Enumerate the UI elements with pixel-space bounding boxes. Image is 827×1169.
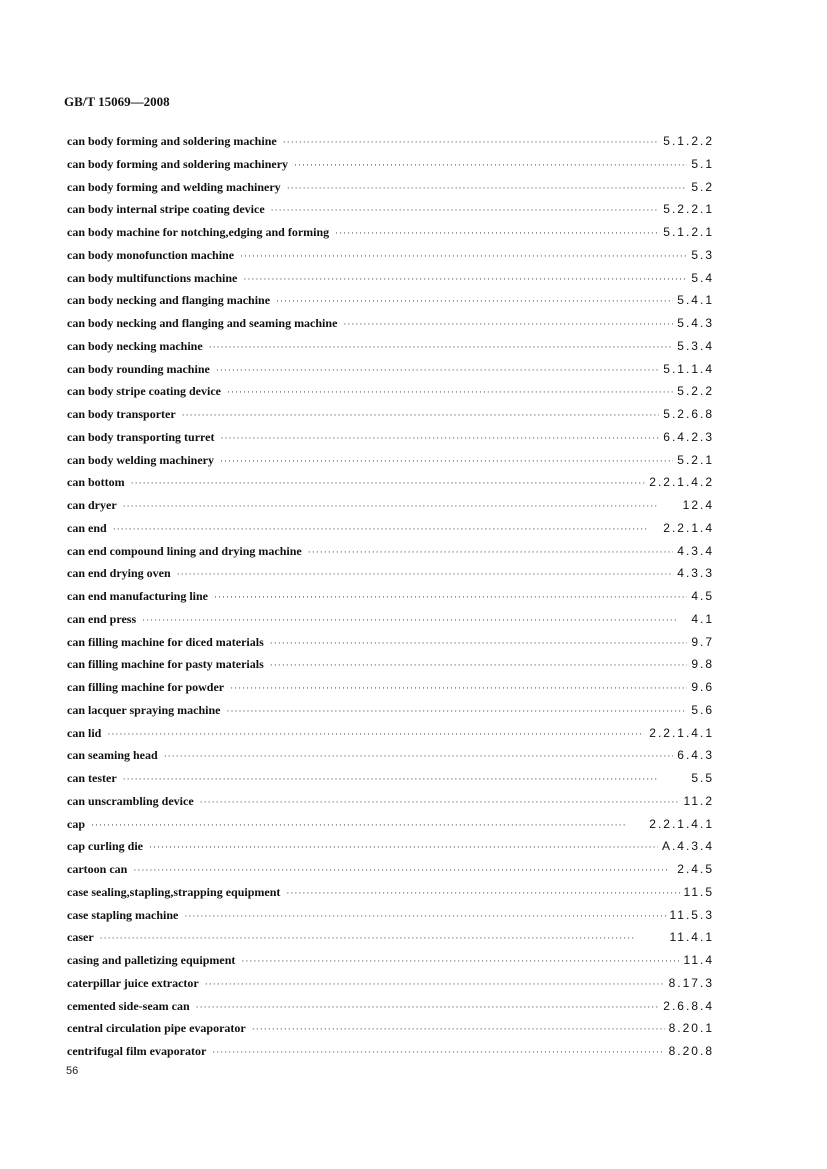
index-entry — [67, 380, 714, 403]
index-entry — [67, 403, 714, 426]
index-term: can body rounding machine — [67, 361, 210, 376]
index-term: can end manufacturing line — [67, 589, 209, 603]
index-entry — [67, 722, 714, 745]
index-term: can end compound lining and drying machine — [67, 543, 302, 558]
section-reference: 11.4.1 — [669, 930, 714, 945]
index-entry — [67, 517, 714, 540]
index-term: can filling machine for pasty materials — [67, 657, 264, 672]
dot-leader — [270, 632, 688, 655]
index-term: can body multifunctions machine — [67, 270, 238, 285]
index-term: can body welding machinery — [67, 452, 215, 467]
section-reference: 8.17.3 — [668, 975, 714, 990]
section-reference: 9.6 — [691, 680, 714, 694]
dot-leader — [276, 290, 673, 313]
index-term: cartoon can — [67, 862, 128, 876]
index-term: can lid — [67, 725, 102, 740]
index-entry — [67, 972, 714, 995]
index-entry — [67, 289, 714, 312]
index-term: can body internal stripe coating device — [67, 202, 265, 217]
index-term: can filling machine for powder — [67, 680, 225, 694]
index-term: can body monofunction machine — [67, 247, 235, 262]
section-reference: 11.5 — [683, 884, 714, 899]
index-entry — [67, 176, 714, 199]
dot-leader — [270, 654, 688, 677]
section-reference: 11.2 — [683, 793, 714, 808]
dot-leader — [227, 381, 673, 404]
dot-leader — [123, 768, 688, 791]
index-entry — [67, 926, 714, 949]
dot-leader — [214, 586, 687, 609]
index-entry — [67, 995, 714, 1018]
dot-leader — [240, 245, 687, 268]
index-entry — [67, 790, 714, 813]
index-term: can bottom — [67, 475, 125, 490]
index-term: can filling machine for diced materials — [67, 634, 264, 649]
section-reference: 2.6.8.4 — [663, 998, 714, 1013]
dot-leader — [200, 791, 680, 814]
index-entry — [67, 949, 714, 972]
section-reference: 8.20.1 — [668, 1021, 714, 1036]
index-entry — [67, 471, 714, 494]
section-reference: 5.1.1.4 — [663, 361, 714, 376]
index-entry — [67, 744, 714, 767]
dot-leader — [283, 131, 660, 154]
index-entry — [67, 631, 714, 654]
dot-leader — [286, 882, 679, 905]
dot-leader — [164, 745, 674, 768]
section-reference: 5.3 — [691, 247, 714, 262]
dot-leader — [182, 404, 660, 427]
index-entry — [67, 767, 714, 790]
dot-leader — [113, 518, 660, 541]
index-term: cap — [67, 816, 85, 831]
dot-leader — [149, 836, 658, 859]
dot-leader — [100, 927, 666, 950]
section-reference: 6.4.2.3 — [663, 429, 714, 444]
dot-leader — [220, 450, 673, 473]
dot-leader — [220, 427, 659, 450]
index-entry — [67, 540, 714, 563]
dot-leader — [107, 723, 645, 746]
index-entry — [67, 130, 714, 153]
index-entry — [67, 881, 714, 904]
index-term: can end drying oven — [67, 566, 171, 581]
index-term: caser — [67, 930, 94, 945]
index-term: can body machine for notching,edging and forming — [67, 225, 330, 239]
index-term: cap curling die — [67, 839, 144, 854]
dot-leader — [343, 313, 673, 336]
index-term: can tester — [67, 771, 117, 785]
dot-leader — [335, 222, 659, 245]
index-term: can body necking and flanging and seaming machine — [67, 316, 338, 330]
section-reference: 5.2.2 — [677, 384, 714, 399]
section-reference: 5.3.4 — [677, 338, 714, 353]
index-term: case sealing,stapling,strapping equipment — [67, 884, 281, 899]
section-reference: 11.4 — [683, 953, 714, 967]
index-entry — [67, 198, 714, 221]
index-term: can body necking machine — [67, 338, 203, 353]
dot-leader — [216, 359, 659, 382]
index-term: casing and palletizing equipment — [67, 953, 236, 967]
section-reference: 2.2.1.4 — [663, 520, 714, 535]
index-term: can dryer — [67, 498, 117, 512]
section-reference: 12.4 — [682, 498, 714, 512]
section-reference: 2.2.1.4.1 — [649, 816, 714, 831]
index-term: can body forming and welding machinery — [67, 179, 281, 194]
dot-leader — [271, 199, 660, 222]
dot-leader — [230, 677, 687, 700]
index-entry — [67, 1040, 714, 1063]
index-entry — [67, 562, 714, 585]
index-term: central circulation pipe evaporator — [67, 1021, 246, 1036]
section-reference: 9.7 — [691, 634, 714, 649]
index-list — [67, 130, 714, 1063]
dot-leader — [212, 1041, 664, 1064]
index-term: can body forming and soldering machinery — [67, 156, 289, 171]
section-reference: 4.1 — [691, 611, 714, 626]
index-entry — [67, 676, 714, 699]
dot-leader — [196, 996, 660, 1019]
index-term: can body stripe coating device — [67, 384, 221, 399]
dot-leader — [123, 495, 679, 518]
section-reference: 11.5.3 — [669, 907, 714, 922]
index-term: can body transporting turret — [67, 429, 215, 444]
index-term: can body transporter — [67, 407, 176, 421]
index-term: can lacquer spraying machine — [67, 702, 221, 717]
section-reference: 8.20.8 — [668, 1044, 714, 1058]
index-term: can body forming and soldering machine — [67, 134, 277, 148]
section-reference: 9.8 — [691, 657, 714, 672]
index-term: can end — [67, 520, 107, 535]
index-term: can end press — [67, 611, 137, 626]
index-entry — [67, 267, 714, 290]
section-reference: 5.6 — [691, 702, 714, 717]
section-reference: 2.4.5 — [677, 862, 714, 876]
index-entry — [67, 312, 714, 335]
index-entry — [67, 1017, 714, 1040]
dot-leader — [184, 905, 665, 928]
dot-leader — [209, 336, 674, 359]
index-entry — [67, 221, 714, 244]
section-reference: A.4.3.4 — [661, 839, 714, 854]
section-reference: 5.2 — [691, 179, 714, 194]
section-reference: 5.2.1 — [677, 452, 714, 467]
dot-leader — [243, 268, 687, 291]
page-number: 56 — [66, 1065, 79, 1077]
section-reference: 5.1.2.2 — [663, 134, 714, 148]
section-reference: 2.2.1.4.2 — [649, 475, 714, 490]
section-reference: 5.4.3 — [677, 316, 714, 330]
dot-leader — [287, 177, 688, 200]
index-term: centrifugal film evaporator — [67, 1044, 207, 1058]
section-reference: 4.3.4 — [677, 543, 714, 558]
dot-leader — [91, 814, 645, 837]
dot-leader — [226, 700, 687, 723]
section-reference: 4.3.3 — [677, 566, 714, 581]
index-entry — [67, 699, 714, 722]
dot-leader — [142, 609, 687, 632]
index-term: can body necking and flanging machine — [67, 293, 271, 308]
index-term: can seaming head — [67, 748, 158, 763]
index-entry — [67, 813, 714, 836]
dot-leader — [308, 541, 674, 564]
section-reference: 5.4 — [691, 270, 714, 285]
section-reference: 5.1.2.1 — [663, 225, 714, 239]
dot-leader — [133, 859, 673, 882]
index-entry — [67, 358, 714, 381]
section-reference: 5.1 — [691, 156, 714, 171]
index-entry — [67, 608, 714, 631]
index-entry — [67, 904, 714, 927]
section-reference: 2.2.1.4.1 — [649, 725, 714, 740]
standard-code-header: GB/T 15069—2008 — [64, 94, 170, 109]
dot-leader — [131, 472, 646, 495]
index-entry — [67, 653, 714, 676]
dot-leader — [252, 1018, 665, 1041]
index-entry — [67, 835, 714, 858]
index-entry — [67, 153, 714, 176]
section-reference: 4.5 — [691, 589, 714, 603]
index-term: caterpillar juice extractor — [67, 975, 199, 990]
dot-leader — [241, 950, 679, 973]
dot-leader — [294, 154, 687, 177]
index-entry — [67, 585, 714, 608]
dot-leader — [205, 973, 665, 996]
index-entry — [67, 449, 714, 472]
index-term: cemented side-seam can — [67, 998, 190, 1013]
index-entry — [67, 858, 714, 881]
index-entry — [67, 426, 714, 449]
index-entry — [67, 494, 714, 517]
section-reference: 6.4.3 — [677, 748, 714, 763]
index-term: can unscrambling device — [67, 793, 194, 808]
section-reference: 5.4.1 — [677, 293, 714, 308]
index-entry — [67, 335, 714, 358]
section-reference: 5.2.2.1 — [663, 202, 714, 217]
dot-leader — [177, 563, 674, 586]
index-term: case stapling machine — [67, 907, 179, 922]
section-reference: 5.2.6.8 — [663, 407, 714, 421]
section-reference: 5.5 — [691, 771, 714, 785]
index-entry — [67, 244, 714, 267]
